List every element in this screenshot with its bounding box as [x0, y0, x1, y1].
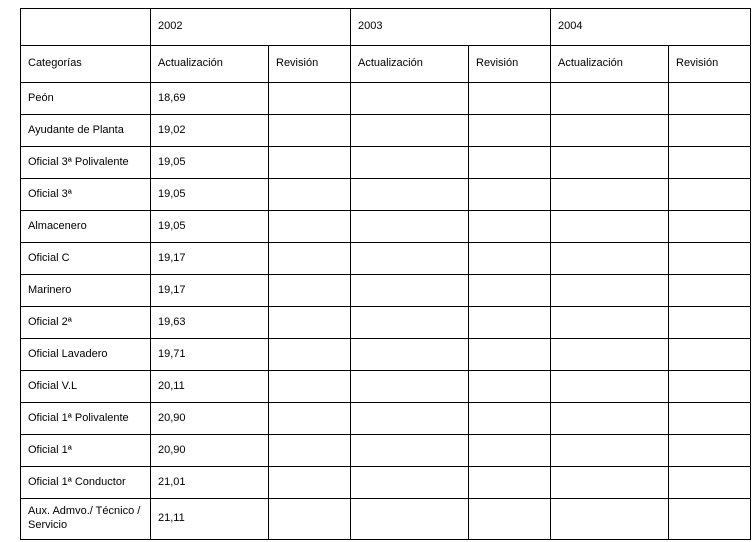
cell-2003-actualizacion: [351, 499, 469, 540]
cell-2004-revision: [669, 499, 751, 540]
table-row: [21, 403, 751, 435]
cell-2002-revision: [269, 467, 351, 499]
cell-2003-revision: [469, 403, 551, 435]
cell-2003-actualizacion: [351, 307, 469, 339]
cell-2002-revision: [269, 499, 351, 540]
cell-2004-revision: [669, 211, 751, 243]
cell-2002-actualizacion: 19,63: [151, 307, 269, 339]
cell-2004-revision: [669, 147, 751, 179]
cell-2003-actualizacion: [351, 147, 469, 179]
cell-2002-revision: [269, 243, 351, 275]
table-row: [21, 467, 751, 499]
cell-category: Marinero: [21, 275, 151, 307]
header-2002-revision: Revisión: [269, 46, 351, 83]
cell-2003-revision: [469, 243, 551, 275]
cell-2003-actualizacion: [351, 435, 469, 467]
cell-2004-actualizacion: [551, 403, 669, 435]
cell-2002-actualizacion: 20,90: [151, 435, 269, 467]
cell-2002-revision: [269, 371, 351, 403]
cell-2004-actualizacion: [551, 435, 669, 467]
cell-2004-actualizacion: [551, 467, 669, 499]
cell-2002-actualizacion: 19,17: [151, 243, 269, 275]
table-row: [21, 371, 751, 403]
cell-2004-revision: [669, 467, 751, 499]
cell-2004-revision: [669, 275, 751, 307]
cell-2004-revision: [669, 435, 751, 467]
cell-2003-revision: [469, 211, 551, 243]
cell-2004-actualizacion: [551, 147, 669, 179]
cell-2003-revision: [469, 499, 551, 540]
table-row: [21, 211, 751, 243]
header-year-2002: 2002: [151, 9, 351, 46]
cell-2004-actualizacion: [551, 499, 669, 540]
header-2004-actualizacion: Actualización: [551, 46, 669, 83]
table-row: [21, 83, 751, 115]
cell-2003-actualizacion: [351, 243, 469, 275]
cell-2004-revision: [669, 115, 751, 147]
header-categorias: Categorías: [21, 46, 151, 83]
table-row: [21, 147, 751, 179]
cell-category: Oficial 1ª Polivalente: [21, 403, 151, 435]
cell-2004-revision: [669, 179, 751, 211]
cell-2002-actualizacion: 19,71: [151, 339, 269, 371]
cell-2002-revision: [269, 83, 351, 115]
header-2003-revision: Revisión: [469, 46, 551, 83]
cell-category: Oficial Lavadero: [21, 339, 151, 371]
cell-2003-revision: [469, 435, 551, 467]
cell-2003-actualizacion: [351, 83, 469, 115]
cell-2002-revision: [269, 179, 351, 211]
cell-2002-revision: [269, 147, 351, 179]
cell-category: Ayudante de Planta: [21, 115, 151, 147]
cell-2004-revision: [669, 371, 751, 403]
cell-2002-actualizacion: 20,11: [151, 371, 269, 403]
table-header-years-row: [21, 9, 751, 46]
table-row: [21, 499, 751, 540]
header-2003-actualizacion: Actualización: [351, 46, 469, 83]
table-header-subcolumns-row: [21, 46, 751, 83]
table-row: [21, 115, 751, 147]
cell-2003-revision: [469, 83, 551, 115]
cell-2004-actualizacion: [551, 307, 669, 339]
cell-2002-actualizacion: 18,69: [151, 83, 269, 115]
cell-2002-actualizacion: 19,17: [151, 275, 269, 307]
cell-2004-actualizacion: [551, 115, 669, 147]
header-year-2004: 2004: [551, 9, 751, 46]
cell-2003-revision: [469, 467, 551, 499]
cell-2004-actualizacion: [551, 371, 669, 403]
wage-categories-table: [20, 8, 751, 540]
table-row: [21, 243, 751, 275]
cell-2003-actualizacion: [351, 403, 469, 435]
header-2002-actualizacion: Actualización: [151, 46, 269, 83]
cell-2003-revision: [469, 339, 551, 371]
cell-2002-actualizacion: 21,01: [151, 467, 269, 499]
table-row: [21, 307, 751, 339]
cell-2003-revision: [469, 275, 551, 307]
cell-2002-revision: [269, 403, 351, 435]
cell-2004-actualizacion: [551, 275, 669, 307]
table-row: [21, 339, 751, 371]
cell-2003-revision: [469, 307, 551, 339]
header-year-2003: 2003: [351, 9, 551, 46]
table-row: [21, 179, 751, 211]
cell-2003-revision: [469, 115, 551, 147]
cell-2003-actualizacion: [351, 275, 469, 307]
header-corner-blank: [21, 9, 151, 46]
cell-2003-actualizacion: [351, 467, 469, 499]
cell-2003-revision: [469, 179, 551, 211]
cell-category: Oficial 3ª: [21, 179, 151, 211]
cell-2002-revision: [269, 211, 351, 243]
cell-category: Oficial 1ª: [21, 435, 151, 467]
cell-category: Oficial C: [21, 243, 151, 275]
table-row: [21, 435, 751, 467]
cell-category: Oficial 3ª Polivalente: [21, 147, 151, 179]
table-row: [21, 275, 751, 307]
cell-2002-actualizacion: 20,90: [151, 403, 269, 435]
cell-2003-revision: [469, 371, 551, 403]
cell-2004-revision: [669, 339, 751, 371]
cell-2004-revision: [669, 403, 751, 435]
cell-2002-revision: [269, 435, 351, 467]
cell-2002-actualizacion: 19,05: [151, 179, 269, 211]
cell-2002-actualizacion: 19,02: [151, 115, 269, 147]
cell-2004-actualizacion: [551, 83, 669, 115]
cell-2004-actualizacion: [551, 243, 669, 275]
cell-category: Peón: [21, 83, 151, 115]
header-2004-revision: Revisión: [669, 46, 751, 83]
cell-category: Aux. Admvo./ Técnico / Servicio: [21, 499, 151, 540]
cell-2003-actualizacion: [351, 371, 469, 403]
cell-2002-actualizacion: 19,05: [151, 147, 269, 179]
cell-2003-actualizacion: [351, 339, 469, 371]
cell-2004-revision: [669, 243, 751, 275]
cell-2004-actualizacion: [551, 179, 669, 211]
cell-2003-actualizacion: [351, 211, 469, 243]
cell-category: Almacenero: [21, 211, 151, 243]
cell-2002-actualizacion: 21,11: [151, 499, 269, 540]
cell-2004-revision: [669, 83, 751, 115]
cell-2004-actualizacion: [551, 211, 669, 243]
cell-category: Oficial V.L: [21, 371, 151, 403]
cell-2002-revision: [269, 115, 351, 147]
cell-2004-revision: [669, 307, 751, 339]
cell-2002-revision: [269, 275, 351, 307]
cell-2002-actualizacion: 19,05: [151, 211, 269, 243]
cell-2004-actualizacion: [551, 339, 669, 371]
cell-2003-revision: [469, 147, 551, 179]
cell-category: Oficial 1ª Conductor: [21, 467, 151, 499]
cell-2003-actualizacion: [351, 179, 469, 211]
cell-category: Oficial 2ª: [21, 307, 151, 339]
cell-2002-revision: [269, 339, 351, 371]
cell-2002-revision: [269, 307, 351, 339]
cell-2003-actualizacion: [351, 115, 469, 147]
